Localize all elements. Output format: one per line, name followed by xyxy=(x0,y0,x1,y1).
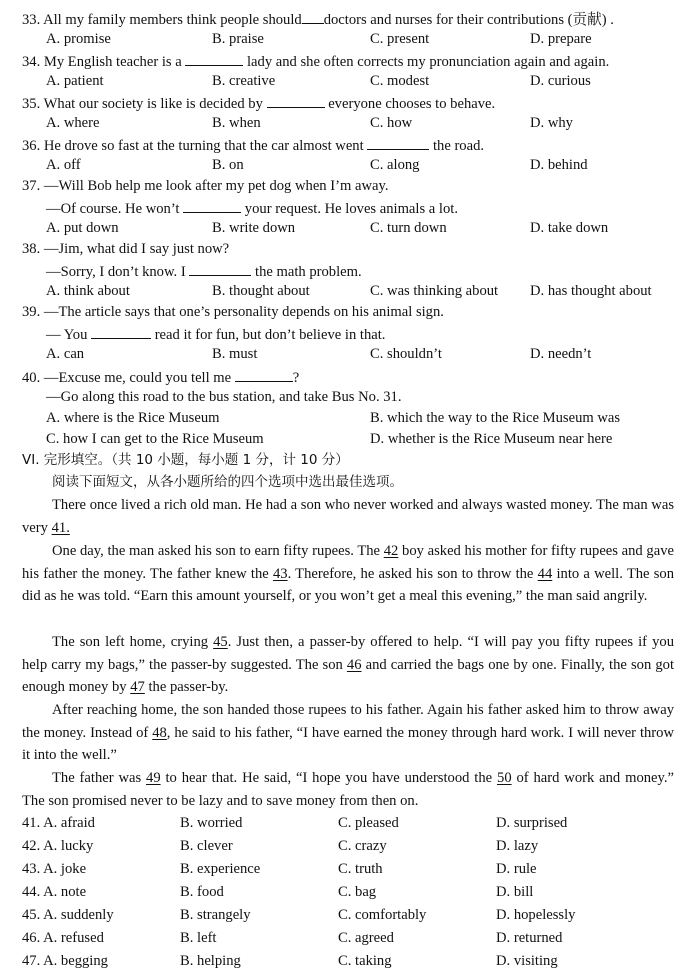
blank-number: 46 xyxy=(346,656,362,673)
question-36 xyxy=(22,136,484,155)
option: C. along xyxy=(370,157,420,173)
cloze-option: B. food xyxy=(180,884,224,900)
option: D. prepare xyxy=(530,31,592,47)
option: A. patient xyxy=(46,73,104,89)
option: B. thought about xyxy=(212,283,310,299)
passage-paragraph-3 xyxy=(22,631,674,699)
passage-paragraph-2 xyxy=(22,540,674,608)
cloze-option: C. pleased xyxy=(338,815,399,831)
passage-text: to hear that. He said, “I hope you have understood the xyxy=(165,770,493,786)
cloze-option: 47. A. begging xyxy=(22,953,108,969)
option: B. creative xyxy=(212,73,276,89)
option: A. put down xyxy=(46,220,119,236)
cloze-option: B. strangely xyxy=(180,907,251,923)
question-35 xyxy=(22,94,495,113)
question-39: 39. —The article says that one’s personality depends on his animal sign. xyxy=(22,304,444,320)
cloze-option: D. surprised xyxy=(496,815,568,831)
blank-number: 49 xyxy=(146,770,161,786)
passage-text: . Therefore, he asked his son to throw the xyxy=(287,565,534,582)
question-text: the math problem. xyxy=(255,264,362,280)
option: C. modest xyxy=(370,73,430,89)
answer-blank xyxy=(235,368,293,382)
cloze-option: D. hopelessly xyxy=(496,907,576,923)
question-text: 35. What our society is like is decided by xyxy=(22,96,263,112)
blank-number: 47 xyxy=(130,679,145,696)
cloze-option: B. helping xyxy=(180,953,241,969)
option: B. must xyxy=(212,346,258,362)
cloze-option: B. left xyxy=(180,930,217,946)
answer-blank xyxy=(91,325,151,339)
question-text: the road. xyxy=(432,138,485,154)
cloze-option: D. bill xyxy=(496,884,534,900)
option: C. how I can get to the Rice Museum xyxy=(46,431,264,447)
answer-blank xyxy=(267,94,325,108)
cloze-option: D. visiting xyxy=(496,953,558,969)
cloze-option: 42. A. lucky xyxy=(22,838,94,854)
answer-blank xyxy=(189,262,251,276)
question-39-reply xyxy=(46,325,385,344)
question-34 xyxy=(22,52,609,71)
option: D. whether is the Rice Museum near here xyxy=(370,431,613,447)
cloze-option: C. agreed xyxy=(338,930,394,946)
passage-text: One day, the man asked his son to earn fifty rupees. The xyxy=(52,543,381,559)
question-text: 40. —Excuse me, could you tell me xyxy=(22,370,232,386)
answer-blank xyxy=(302,10,324,24)
cloze-option: B. experience xyxy=(180,861,261,877)
question-37: 37. —Will Bob help me look after my pet dog when I’m away. xyxy=(22,178,389,194)
question-38: 38. —Jim, what did I say just now? xyxy=(22,241,230,257)
question-text: read it for fun, but don’t believe in that. xyxy=(154,327,386,343)
answer-blank xyxy=(367,136,429,150)
cloze-option: 46. A. refused xyxy=(22,930,104,946)
cloze-option: 45. A. suddenly xyxy=(22,907,114,923)
blank-number: 50 xyxy=(497,770,512,786)
blank-number: 45 xyxy=(213,634,228,650)
passage-paragraph-1 xyxy=(22,494,674,539)
cloze-option: D. returned xyxy=(496,930,563,946)
passage-paragraph-4 xyxy=(22,699,674,767)
passage-text: into a well. The son did as he was told. “Earn this amount yourself, or you won’t get a meal this evening,” the man said angrily. xyxy=(22,565,674,605)
passage-text: , he said to his father, “I have earned the money through hard work. I will never throw it into the well.” xyxy=(22,724,674,764)
question-text: —Of course. He won’t xyxy=(46,201,180,217)
cloze-option: 43. A. joke xyxy=(22,861,87,877)
cloze-option: 41. A. afraid xyxy=(22,815,95,831)
option: B. which the way to the Rice Museum was xyxy=(370,410,621,426)
option: A. where xyxy=(46,115,100,131)
passage-text: There once lived a rich old man. He had a son who never worked and always wasted money. The man was very xyxy=(22,497,674,536)
option: D. needn’t xyxy=(530,346,592,362)
option: C. how xyxy=(370,115,413,131)
option: A. where is the Rice Museum xyxy=(46,410,220,426)
question-38-reply xyxy=(46,262,362,281)
passage-text: . Just then, a passer-by offered to help. “I will pay you fifty rupees if you help carry my bags,” the passer-by suggested. The son xyxy=(22,634,675,673)
blank-number: 44 xyxy=(537,565,553,582)
passage-paragraph-5 xyxy=(22,767,674,812)
option: D. curious xyxy=(530,73,591,89)
passage-text: and carried the bags one by one. Finally, the son got enough money by xyxy=(22,656,674,696)
question-text: —Sorry, I don’t know. I xyxy=(46,264,186,280)
cloze-option: D. lazy xyxy=(496,838,539,854)
option: D. behind xyxy=(530,157,588,173)
question-text: ? xyxy=(292,370,300,386)
option: C. present xyxy=(370,31,430,47)
question-text: doctors and nurses for their contributions (贡献) . xyxy=(323,12,614,28)
cloze-option: B. clever xyxy=(180,838,233,854)
option: B. when xyxy=(212,115,261,131)
option: C. shouldn’t xyxy=(370,346,442,362)
question-40-reply: —Go along this road to the bus station, and take Bus No. 31. xyxy=(46,389,402,405)
option: A. off xyxy=(46,157,81,173)
cloze-option: C. crazy xyxy=(338,838,387,854)
option: C. turn down xyxy=(370,220,447,236)
question-text: your request. He loves animals a lot. xyxy=(244,201,458,217)
passage-text: the passer-by. xyxy=(148,679,229,696)
cloze-option: C. taking xyxy=(338,953,392,969)
option: D. take down xyxy=(530,220,609,236)
blank-number: 41. xyxy=(51,519,70,536)
question-40 xyxy=(22,368,299,387)
question-37-reply xyxy=(46,199,458,218)
passage-text: The son left home, crying xyxy=(52,634,209,650)
passage-text: boy asked his mother for fifty rupees and gave his father the money. The father knew the xyxy=(22,543,674,582)
cloze-option: B. worried xyxy=(180,815,243,831)
section-title: VI. 完形填空。（共 10 小题，每小题 1 分，计 10 分） xyxy=(22,452,349,468)
passage-text: The father was xyxy=(52,770,142,786)
answer-blank xyxy=(185,52,243,66)
option: B. praise xyxy=(212,31,264,47)
cloze-option: C. bag xyxy=(338,884,377,900)
cloze-option: 44. A. note xyxy=(22,884,87,900)
passage-text: After reaching home, the son handed those rupees to his father. Again his father asked him to throw away the money. Instead of xyxy=(22,702,674,741)
option: D. has thought about xyxy=(530,283,652,299)
blank-number: 43 xyxy=(272,565,288,582)
cloze-option: D. rule xyxy=(496,861,537,877)
question-text: — You xyxy=(46,327,88,343)
question-text: lady and she often corrects my pronunciation again and again. xyxy=(247,54,610,70)
question-33 xyxy=(22,10,614,29)
blank-number: 42 xyxy=(383,543,399,559)
question-text: 33. All my family members think people should xyxy=(22,12,302,28)
option: B. write down xyxy=(212,220,296,236)
question-text: 36. He drove so fast at the turning that the car almost went xyxy=(22,138,364,154)
option: A. think about xyxy=(46,283,130,299)
cloze-option: C. comfortably xyxy=(338,907,427,923)
answer-blank xyxy=(183,199,241,213)
question-text: 34. My English teacher is a xyxy=(22,54,182,70)
option: C. was thinking about xyxy=(370,283,499,299)
blank-number: 48 xyxy=(152,724,167,741)
option: A. promise xyxy=(46,31,111,47)
option: B. on xyxy=(212,157,244,173)
section-instruction: 阅读下面短文，从各小题所给的四个选项中选出最佳选项。 xyxy=(52,474,403,490)
passage-text: of hard work and money.” The son promised never to be lazy and to save money from then on. xyxy=(22,770,674,809)
option: D. why xyxy=(530,115,573,131)
option: A. can xyxy=(46,346,85,362)
question-text: everyone chooses to behave. xyxy=(328,96,496,112)
cloze-option: C. truth xyxy=(338,861,383,877)
